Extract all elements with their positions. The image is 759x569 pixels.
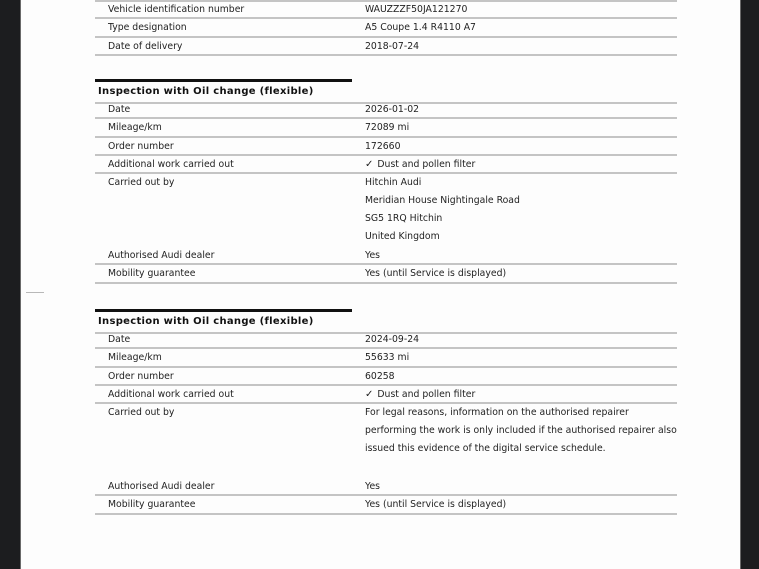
checkmark-icon: ✓ <box>365 388 374 400</box>
inspection-table <box>95 331 677 515</box>
carried-label: Carried out by <box>108 407 175 419</box>
order-label: Order number <box>108 140 174 152</box>
work-label: Additional work carried out <box>108 388 234 400</box>
section-title: Inspection with Oil change (flexible) <box>98 316 314 327</box>
delivery-label: Date of delivery <box>108 40 183 52</box>
order-value: 60258 <box>365 370 395 382</box>
dealer-label: Authorised Audi dealer <box>108 481 215 493</box>
table-row <box>95 368 677 386</box>
vehicle-table <box>95 1 677 56</box>
delivery-value: 2018-07-24 <box>365 40 420 52</box>
carried-line: issued this evidence of the digital service schedule. <box>365 443 606 455</box>
table-row <box>95 404 677 478</box>
inspection-table <box>95 101 677 284</box>
mileage-label: Mileage/km <box>108 352 162 364</box>
table-row <box>95 38 677 56</box>
table-row <box>95 496 677 514</box>
table-row <box>95 19 677 37</box>
mobility-value: Yes (until Service is displayed) <box>365 268 507 280</box>
work-text: Dust and pollen filter <box>377 158 476 170</box>
carried-line: Meridian House Nightingale Road <box>365 195 520 207</box>
inspection-header <box>95 309 352 327</box>
table-row <box>95 386 677 404</box>
carried-line: performing the work is only included if the authorised repairer also <box>365 425 677 437</box>
table-row <box>95 174 677 247</box>
table-row <box>95 247 677 265</box>
mobility-label: Mobility guarantee <box>108 268 196 280</box>
vin-label: Vehicle identification number <box>108 4 245 15</box>
mobility-label: Mobility guarantee <box>108 499 196 511</box>
work-value <box>365 389 475 400</box>
dealer-label: Authorised Audi dealer <box>108 250 215 262</box>
order-value: 172660 <box>365 140 401 152</box>
type-label: Type designation <box>108 22 187 34</box>
order-label: Order number <box>108 370 174 382</box>
table-row <box>95 265 677 283</box>
table-row <box>95 138 677 156</box>
table-row <box>95 349 677 367</box>
table-row <box>95 101 677 119</box>
mileage-value: 72089 mi <box>365 122 410 134</box>
date-value: 2024-09-24 <box>365 334 420 345</box>
carried-line: For legal reasons, information on the authorised repairer <box>365 407 629 419</box>
work-text: Dust and pollen filter <box>377 388 476 400</box>
checkmark-icon: ✓ <box>365 158 374 170</box>
mobility-value: Yes (until Service is displayed) <box>365 499 507 511</box>
table-row <box>95 478 677 496</box>
date-value: 2026-01-02 <box>365 104 420 115</box>
carried-label: Carried out by <box>108 177 175 189</box>
table-row <box>95 119 677 137</box>
mileage-label: Mileage/km <box>108 122 162 134</box>
table-row <box>95 156 677 174</box>
page-marker <box>26 292 44 293</box>
vin-value: WAUZZZF50JA121270 <box>365 4 468 15</box>
carried-line: SG5 1RQ Hitchin <box>365 213 443 225</box>
carried-line: United Kingdom <box>365 231 440 243</box>
table-row <box>95 1 677 19</box>
table-row <box>95 331 677 349</box>
carried-line: Hitchin Audi <box>365 177 422 189</box>
date-label: Date <box>108 104 131 115</box>
work-value <box>365 159 475 170</box>
section-title: Inspection with Oil change (flexible) <box>98 86 314 97</box>
dealer-value: Yes <box>365 250 381 262</box>
date-label: Date <box>108 334 131 345</box>
inspection-header <box>95 79 352 97</box>
work-label: Additional work carried out <box>108 158 234 170</box>
mileage-value: 55633 mi <box>365 352 410 364</box>
dealer-value: Yes <box>365 481 381 493</box>
type-value: A5 Coupe 1.4 R4110 A7 <box>365 22 476 34</box>
